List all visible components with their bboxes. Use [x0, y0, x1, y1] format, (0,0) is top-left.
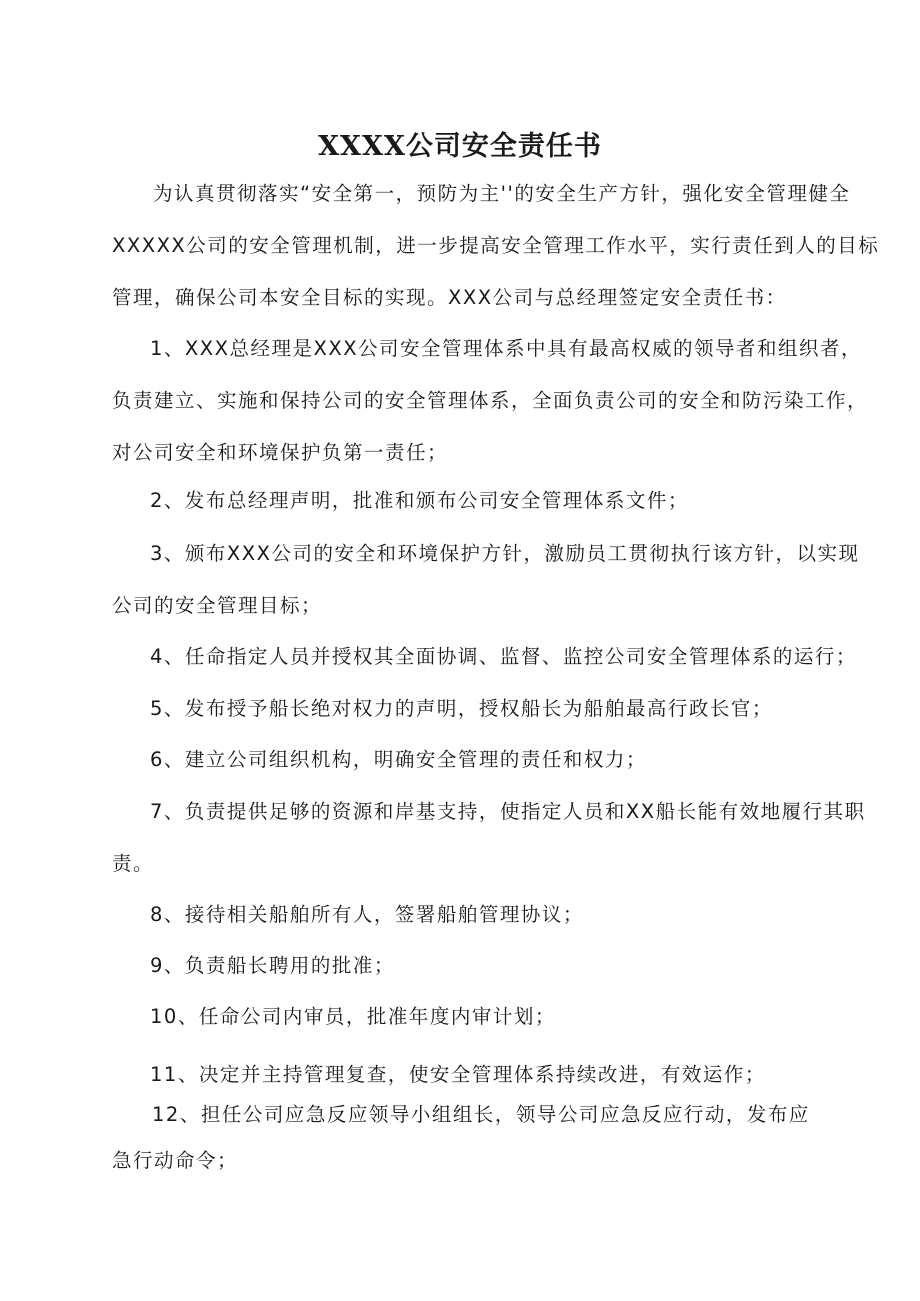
item-2-line-1: 2、发布总经理声明，批准和颁布公司安全管理体系文件； — [150, 489, 689, 512]
item-1-line-1: 1、XXX总经理是XXX公司安全管理体系中具有最高权威的领导者和组织者， — [150, 337, 863, 360]
page-title: XXXX公司安全责任书 — [318, 131, 602, 162]
list-item-12 — [112, 1092, 840, 1184]
intro-line-3: 管理，确保公司本安全目标的实现。XXX公司与总经理签定安全责任书： — [112, 286, 787, 309]
item-9-line-1: 9、负责船长聘用的批准； — [150, 954, 395, 977]
list-item-9 — [112, 940, 840, 992]
list-item-3 — [112, 528, 860, 632]
item-6-line-1: 6、建立公司组织机构，明确安全管理的责任和权力； — [150, 748, 647, 771]
list-item-4 — [112, 631, 857, 683]
intro-line-1: 为认真贯彻落实“安全第一，预防为主''的安全生产方针，强化安全管理健全 — [153, 182, 851, 205]
item-11-line-1: 11、决定并主持管理复查，使安全管理体系持续改进，有效运作； — [150, 1063, 766, 1086]
item-10-line-1: 10、任命公司内审员，批准年度内审计划； — [150, 1005, 556, 1028]
list-item-8 — [112, 889, 840, 941]
list-item-10 — [112, 991, 840, 1043]
item-4-line-1: 4、任命指定人员并授权其全面协调、监督、监控公司安全管理体系的运行； — [150, 645, 857, 668]
item-3-line-2: 公司的安全管理目标； — [112, 594, 323, 617]
list-item-5 — [112, 683, 840, 735]
item-12-line-1: 12、担任公司应急反应领导小组组长，领导公司应急反应行动，发布应 — [152, 1103, 810, 1126]
list-item-6 — [112, 734, 840, 786]
item-3-line-1: 3、颁布XXX公司的安全和环境保护方针，激励员工贯彻执行该方针，以实现 — [150, 542, 860, 565]
item-1-line-3: 对公司安全和环境保护负第一责任； — [112, 441, 449, 464]
list-item-2 — [112, 475, 840, 527]
intro-paragraph — [112, 168, 880, 324]
item-1-line-2: 负责建立、实施和保持公司的安全管理体系，全面负责公司的安全和防污染工作， — [112, 389, 869, 412]
item-5-line-1: 5、发布授予船长绝对权力的声明，授权船长为船舶最高行政长官； — [150, 697, 773, 720]
list-item-1 — [112, 323, 869, 479]
item-7-line-1: 7、负责提供足够的资源和岸基支持，使指定人员和XX船长能有效地履行其职 — [150, 800, 866, 823]
intro-line-2: XXXXX公司的安全管理机制，进一步提高安全管理工作水平，实行责任到人的目标 — [112, 234, 880, 257]
item-7-line-2: 责。 — [112, 852, 155, 875]
list-item-7 — [112, 786, 866, 890]
item-8-line-1: 8、接待相关船舶所有人，签署船舶管理协议； — [150, 903, 584, 926]
item-12-line-2: 急行动命令； — [112, 1149, 239, 1172]
